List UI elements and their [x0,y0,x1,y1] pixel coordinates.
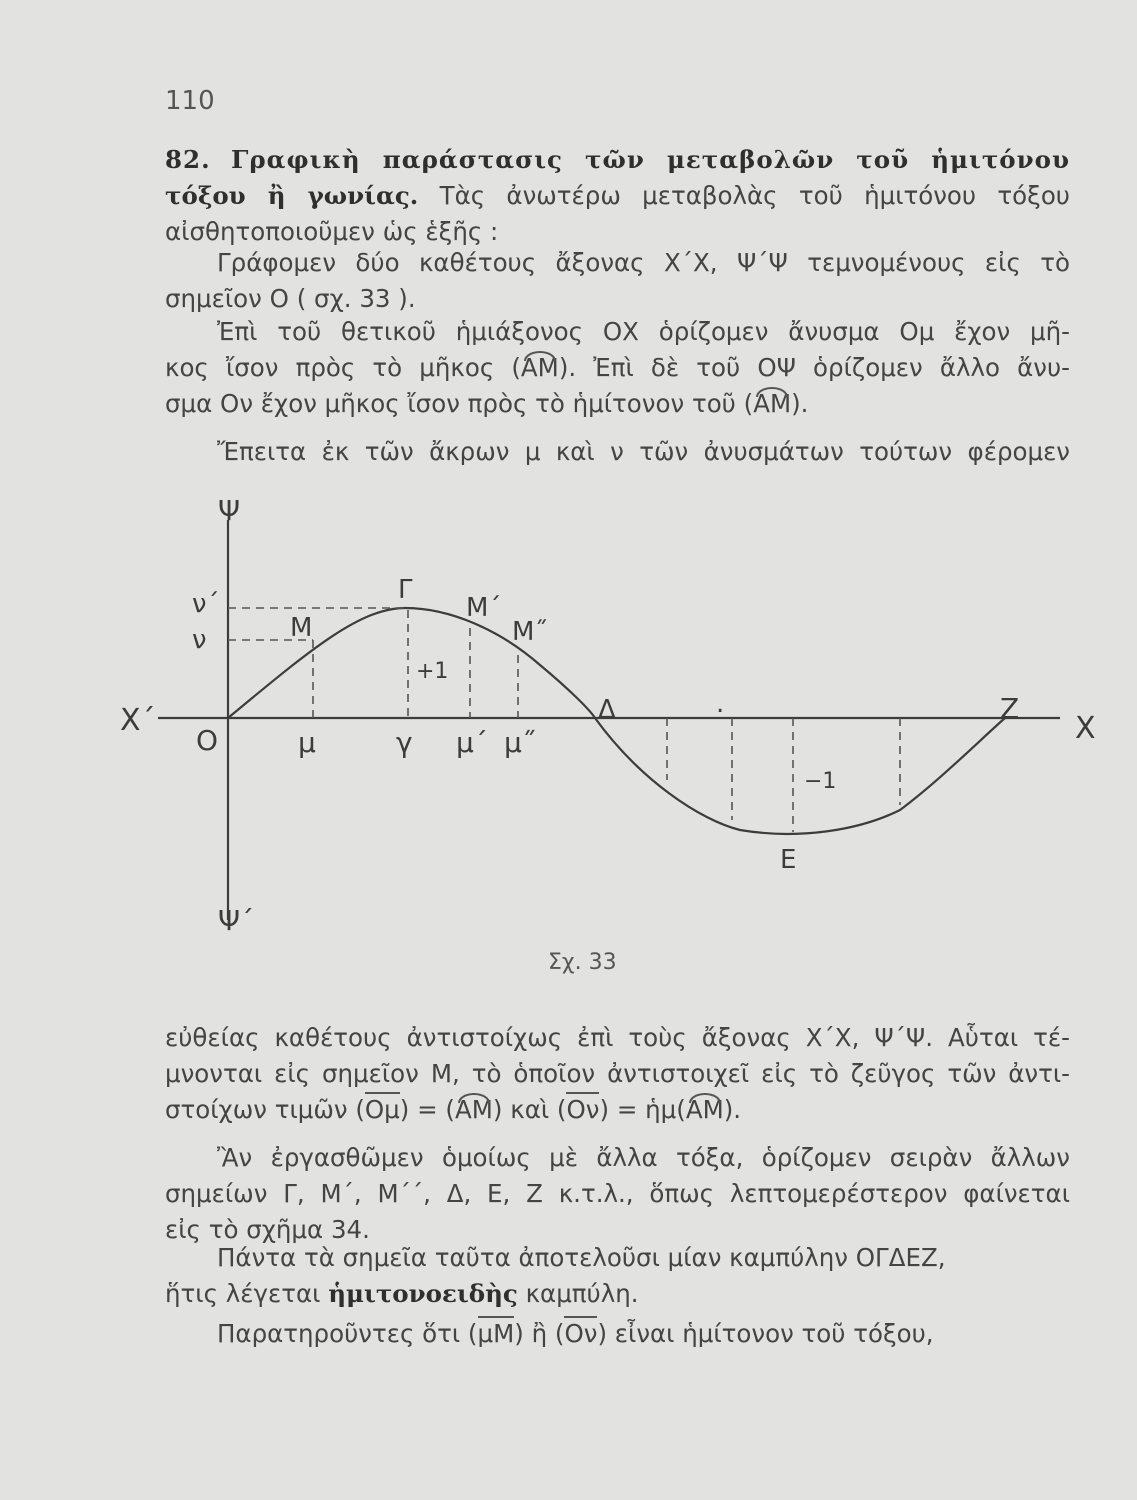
paragraph-other-arcs [165,1140,1070,1248]
paragraph-line: Ἔπειτα ἐκ τῶν ἄκρων μ καὶ ν τῶν ἀνυσμάτων τούτων φέρομεν [217,437,1070,466]
arc-am: ΑΜ [753,386,791,422]
paragraph-line: εὐθείας καθέτους ἀντιστοίχως ἐπὶ τοὺς ἄξονας Χ΄Χ, Ψ΄Ψ. Αὗται τέ- [165,1023,1070,1052]
paragraph-line: σημείων Γ, Μ΄, Μ΄΄, Δ, Ε, Ζ κ.τ.λ., ὅπως λεπτομερέστερον φαίνεται [165,1179,1070,1208]
section-line-2 [165,178,1070,214]
label-M: Μ [290,613,313,643]
overline-on: Ον [566,1092,599,1124]
overline-om: Ομ [365,1092,400,1124]
sine-curve [228,608,1005,834]
section-title-cont: τόξου ἢ γωνίας. [165,181,419,210]
overline-mm: μΜ [478,1316,515,1348]
label-x-prime: Χ΄ [120,703,156,738]
label-psi: Ψ [218,494,241,527]
text-fragment: ἥτις λέγεται [165,1279,321,1308]
label-nu: ν [192,625,207,655]
paragraph-perpendiculars [165,1020,1070,1128]
label-mu-double: μ˝ [504,726,536,759]
term-sinusoidal: ἡμιτονοειδὴς [328,1279,518,1308]
label-gamma-small: γ [396,726,413,759]
paragraph-line: Πάντα τὰ σημεῖα ταῦτα ἀποτελοῦσι μίαν καμπύλην ΟΓΔΕΖ, [217,1243,946,1272]
text-fragment: ). [791,389,809,418]
section-title-line [165,142,1070,178]
paragraph-line: Γράφομεν δύο καθέτους ἄξονας Χ΄Χ, Ψ΄Ψ τεμνομένους εἰς τὸ [217,248,1070,277]
label-plus-one: +1 [416,659,449,684]
label-delta: Δ [598,695,616,725]
section-heading [165,142,1070,250]
paragraph-sine-curve [165,1240,1070,1312]
text-fragment: Παρατηροῦντες ὅτι ( [217,1319,478,1348]
label-origin: Ο [196,724,219,757]
label-mu: μ [298,726,316,759]
text-fragment: ). Ἐπὶ δὲ τοῦ ΟΨ ὁρίζομεν ἄλλο ἄνυ- [558,353,1070,382]
label-zeta: Ζ [1000,692,1020,725]
label-M-double: Μ˝ [512,617,548,647]
paragraph-vectors [165,314,1070,422]
label-dot: . [716,689,725,719]
arc-am: ΑΜ [455,1092,493,1128]
paragraph-line: Ἐπὶ τοῦ θετικοῦ ἡμιάξονος ΟΧ ὁρίζομεν ἄνυσμα Ομ ἔχον μῆ- [217,317,1070,346]
paragraph-line: σημεῖον Ο ( σχ. 33 ). [165,284,416,313]
paragraph-line: εἰς τὸ σχῆμα 34. [165,1215,370,1244]
section-title: Γραφικὴ παράστασις τῶν μεταβολῶν τοῦ ἡμιτόνου [230,145,1070,174]
text-fragment: στοίχων τιμῶν ( [165,1095,365,1124]
label-minus-one: −1 [804,769,837,794]
paragraph-line [165,1316,1070,1352]
text-fragment: κος ἴσον πρὸς τὸ μῆκος ( [165,353,521,382]
text-fragment: ) = ἡμ( [599,1095,686,1124]
overline-on: Ον [564,1316,597,1348]
paragraph-line: Ἂν ἐργασθῶμεν ὁμοίως μὲ ἄλλα τόξα, ὁρίζομεν σειρὰν ἄλλων [217,1143,1070,1172]
label-M-prime: Μ΄ [466,593,502,623]
figure-caption: Σχ. 33 [548,950,617,975]
label-mu-prime: μ΄ [456,726,488,759]
label-nu-prime: ν΄ [192,589,220,619]
section-text: Τὰς ἀνωτέρω μεταβολὰς τοῦ ἡμιτόνου τόξου [439,181,1070,210]
arc-am: ΑΜ [521,350,559,386]
page-number: 110 [165,86,215,116]
text-fragment: καμπύλη. [525,1279,639,1308]
text-fragment: ) ἢ ( [514,1319,565,1348]
paragraph-observing [165,1316,1070,1352]
text-fragment: ) = ( [399,1095,455,1124]
label-gamma: Γ [398,575,413,605]
paragraph-line [165,1276,1070,1312]
paragraph-line: μνονται εἰς σημεῖον Μ, τὸ ὁποῖον ἀντιστοιχεῖ εἰς τὸ ζεῦγος τῶν ἀντι- [165,1059,1070,1088]
text-fragment: ) εἶναι ἡμίτονον τοῦ τόξου, [597,1319,934,1348]
arc-am: ΑΜ [686,1092,724,1128]
text-fragment: ). [723,1095,742,1124]
paragraph-line [165,350,1070,386]
paragraph-then [165,434,1070,470]
label-psi-prime: Ψ΄ [218,904,255,937]
paragraph-line [165,1092,1070,1128]
section-line-3: αἰσθητοποιοῦμεν ὡς ἑξῆς : [165,217,499,246]
paragraph-axes [165,245,1070,317]
paragraph-line [165,386,1070,422]
section-number: 82. [165,145,211,174]
label-epsilon: Ε [780,845,797,875]
label-x: Χ [1075,711,1096,746]
sine-figure [100,480,1110,950]
text-fragment: ) καὶ ( [492,1095,567,1124]
text-fragment: σμα Ον ἔχον μῆκος ἴσον πρὸς τὸ ἡμίτονον τοῦ ( [165,389,754,418]
